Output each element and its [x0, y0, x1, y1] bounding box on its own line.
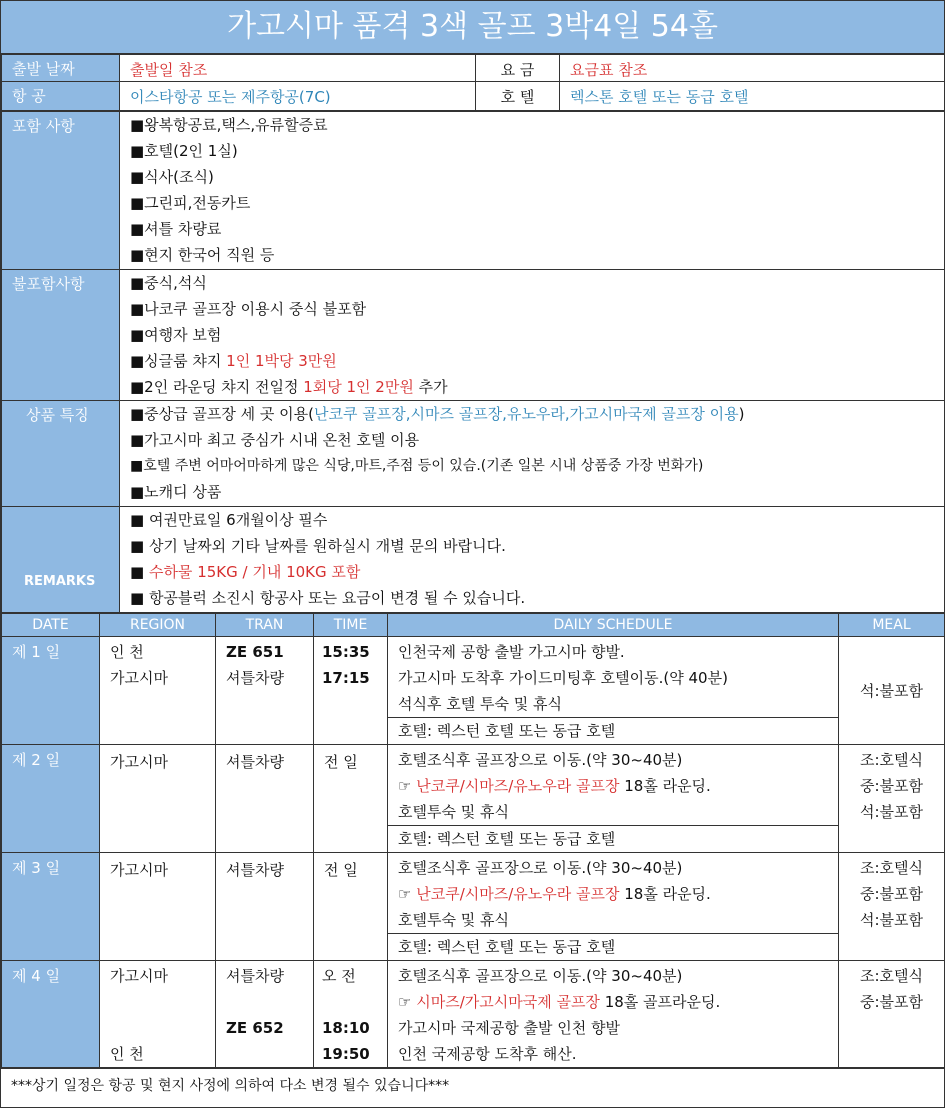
remark-item: ■ 수하물 15KG / 기내 10KG 포함: [130, 563, 361, 581]
feature-item: ■호텔 주변 어마어마하게 많은 식당,마트,주점 등이 있슴.(기존 일본 시내 상품중 가장 번화가): [130, 458, 704, 474]
time-cell: 전 일: [314, 853, 388, 961]
meal-cell: 조:호텔식 중:불포함 석:불포함: [839, 745, 945, 853]
table-row: [2, 745, 945, 853]
included-item: ■현지 한국어 직원 등: [130, 246, 275, 264]
header-tran: TRAN: [216, 614, 314, 637]
features-list: [120, 401, 945, 507]
hotel-line: 호텔: 렉스턴 호텔 또는 동급 호텔: [388, 933, 838, 960]
hotel-line: 호텔: 렉스턴 호텔 또는 동급 호텔: [388, 825, 838, 852]
depart-label: 출발 날짜: [2, 55, 120, 82]
single-charge-amount: 1인 1박당 3만원: [226, 352, 337, 370]
region-cell: 가고시마: [100, 853, 216, 961]
meal-cell: 조:호텔식 중:불포함 석:불포함: [839, 853, 945, 961]
header-region: REGION: [100, 614, 216, 637]
daily-schedule-cell: 호텔조식후 골프장으로 이동.(약 30~40분) ☞ 난코쿠/시마즈/유노우라 골프장 18홀 라운딩. 호텔투숙 및 휴식 호텔: 렉스턴 호텔 또는 동급 호텔: [388, 853, 839, 961]
feature-item: ■가고시마 최고 중심가 시내 온천 호텔 이용: [130, 431, 420, 449]
feature-item: ■노캐디 상품: [130, 483, 222, 501]
transport-cell: 셔틀차량 ZE 652: [216, 961, 314, 1068]
schedule-header-row: [2, 614, 945, 637]
region-cell: 가고시마 인 천: [100, 961, 216, 1068]
hotel-label: 호 텔: [476, 82, 560, 111]
footer-note: ***상기 일정은 항공 및 현지 사정에 의하여 다소 변경 될수 있습니다***: [1, 1068, 944, 1103]
table-row: [2, 961, 945, 1068]
included-item: ■호텔(2인 1실): [130, 142, 238, 160]
remark-item: ■ 상기 날짜외 기타 날짜를 원하실시 개별 문의 바랍니다.: [130, 537, 506, 555]
hotel-line: 호텔: 렉스턴 호텔 또는 동급 호텔: [388, 717, 838, 744]
included-list: [120, 112, 945, 270]
single-charge-item: ■싱글룸 챠지 1인 1박당 3만원: [130, 352, 337, 370]
depart-value: 출발일 참조: [120, 55, 476, 82]
transport-cell: 셔틀차량: [216, 745, 314, 853]
header-time: TIME: [314, 614, 388, 637]
excluded-item: ■여행자 보험: [130, 326, 222, 344]
golf-course-names: 난코쿠/시마즈/유노우라 골프장: [416, 885, 620, 903]
feature-item: ■중상급 골프장 세 곳 이용(난코쿠 골프장,시마즈 골프장,유노우라,가고시마국제 골프장 이용): [130, 405, 745, 423]
daily-schedule-cell: 호텔조식후 골프장으로 이동.(약 30~40분) ☞ 난코쿠/시마즈/유노우라 골프장 18홀 라운딩. 호텔투숙 및 휴식 호텔: 렉스턴 호텔 또는 동급 호텔: [388, 745, 839, 853]
remark-item: ■ 항공블럭 소진시 항공사 또는 요금이 변경 될 수 있습니다.: [130, 589, 526, 607]
transport-cell: ZE 651 셔틀차량: [216, 637, 314, 745]
time-cell: 15:35 17:15: [314, 637, 388, 745]
region-cell: 가고시마: [100, 745, 216, 853]
header-date: DATE: [2, 614, 100, 637]
round-charge-item: ■2인 라운딩 챠지 전일정 1회당 1인 2만원 추가: [130, 378, 448, 396]
day-label: 제 4 일: [2, 961, 100, 1068]
included-item: ■셔틀 차량료: [130, 220, 222, 238]
day-label: 제 3 일: [2, 853, 100, 961]
remarks-list: [120, 507, 945, 613]
daily-schedule-cell: 인천국제 공항 출발 가고시마 향발. 가고시마 도착후 가이드미팅후 호텔이동.(약 40분) 석식후 호텔 투숙 및 휴식 호텔: 렉스턴 호텔 또는 동급 호텔: [388, 637, 839, 745]
golf-course-list: 난코쿠 골프장,시마즈 골프장,유노우라,가고시마국제 골프장 이용: [314, 405, 739, 423]
price-label: 요 금: [476, 55, 560, 82]
excluded-item: ■나코쿠 골프장 이용시 중식 불포함: [130, 300, 367, 318]
page-title: 가고시마 품격 3색 골프 3박4일 54홀: [1, 1, 944, 54]
baggage-allowance: 수하물 15KG / 기내 10KG 포함: [148, 563, 361, 581]
table-row: [2, 637, 945, 745]
excluded-label: 불포함사항: [2, 270, 120, 401]
features-label: 상품 특징: [2, 401, 120, 507]
remarks-label: REMARKS: [2, 507, 120, 613]
daily-schedule-cell: 호텔조식후 골프장으로 이동.(약 30~40분) ☞ 시마즈/가고시마국제 골프장 18홀 골프라운딩. 가고시마 국제공항 출발 인천 향발 인천 국제공항 도착후 해산.: [388, 961, 839, 1068]
included-item: ■식사(조식): [130, 168, 214, 186]
airline-value: 이스타항공 또는 제주항공(7C): [120, 82, 476, 111]
airline-label: 항 공: [2, 82, 120, 111]
time-cell: 오 전 18:10 19:50: [314, 961, 388, 1068]
info-table: [1, 54, 945, 111]
included-item: ■그린피,전동카트: [130, 194, 251, 212]
details-table: [1, 111, 945, 613]
included-item: ■왕복항공료,택스,유류할증료: [130, 116, 328, 134]
table-row: [2, 853, 945, 961]
included-label: 포함 사항: [2, 112, 120, 270]
region-cell: 인 천 가고시마: [100, 637, 216, 745]
transport-cell: 셔틀차량: [216, 853, 314, 961]
time-cell: 전 일: [314, 745, 388, 853]
meal-cell: 석:불포함: [839, 637, 945, 745]
excluded-list: [120, 270, 945, 401]
price-value: 요금표 참조: [560, 55, 945, 82]
header-daily-schedule: DAILY SCHEDULE: [388, 614, 839, 637]
remark-item: ■ 여권만료일 6개월이상 필수: [130, 511, 328, 529]
meal-cell: 조:호텔식 중:불포함: [839, 961, 945, 1068]
day-label: 제 2 일: [2, 745, 100, 853]
schedule-table: [1, 613, 945, 1068]
round-charge-amount: 1회당 1인 2만원: [303, 378, 414, 396]
header-meal: MEAL: [839, 614, 945, 637]
excluded-item: ■중식,석식: [130, 274, 207, 292]
hotel-value: 렉스톤 호텔 또는 동급 호텔: [560, 82, 945, 111]
golf-course-names: 시마즈/가고시마국제 골프장: [416, 993, 600, 1011]
golf-course-names: 난코쿠/시마즈/유노우라 골프장: [416, 777, 620, 795]
day-label: 제 1 일: [2, 637, 100, 745]
